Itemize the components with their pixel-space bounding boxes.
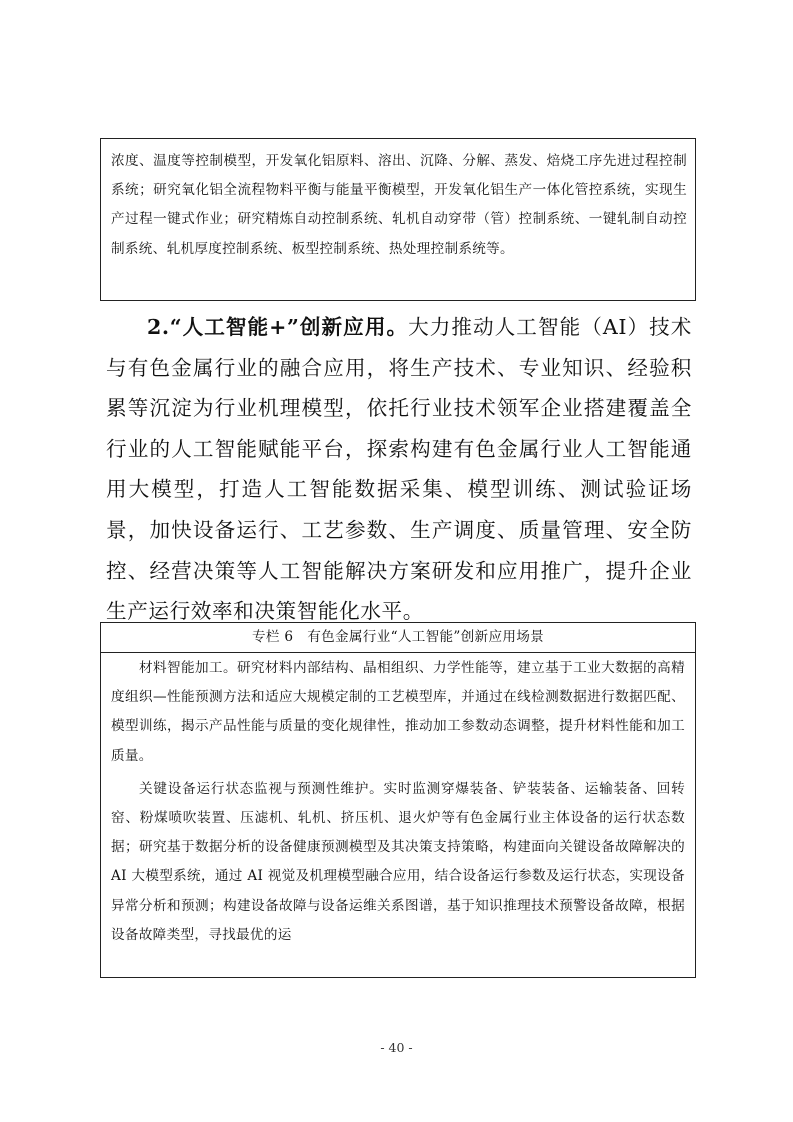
continued-table-box (100, 138, 696, 301)
column-box-title: 专栏 6 有色金属行业“人工智能”创新应用场景 (101, 623, 695, 653)
column-paragraph: 关键设备运行状态监视与预测性维护。实时监测穿爆装备、铲装装备、运输装备、回转窑、粉煤喷吹装置、压滤机、轧机、挤压机、退火炉等有色金属行业主体设备的运行状态数据；研究基于数据分析的设备健康预测模型及其决策支持策略，构建面向关键设备故障解决的 AI 大模型系统，通过 AI 视觉及机理模型融合应用，结合设备运行参数及运行状态，实现设备异常分析和预测；构建设备故障与设备运维关系图谱，基于知识推理技术预警设备故障，根据设备故障类型，寻找最优的运 (111, 780, 685, 943)
column-box (100, 622, 696, 978)
section-paragraph (106, 307, 692, 632)
continued-table-text: 浓度、温度等控制模型，开发氧化铝原料、溶出、沉降、分解、蒸发、焙烧工序先进过程控制系统；研究氧化铝全流程物料平衡与能量平衡模型，开发氧化铝生产一体化管控系统，实现生产过程一键式作业；研究精炼自动控制系统、轧机自动穿带（管）控制系统、一键轧制自动控制系统、轧机厚度控制系统、板型控制系统、热处理控制系统等。 (111, 153, 687, 257)
page-number: - 40 - (380, 1040, 413, 1055)
column-box-body (101, 653, 695, 950)
column-paragraph: 材料智能加工。研究材料内部结构、晶相组织、力学性能等，建立基于工业大数据的高精度组织—性能预测方法和适应大规模定制的工艺模型库，并通过在线检测数据进行数据匹配、模型训练，揭示产品性能与质量的变化规律性，推动加工参数动态调整，提升材料性能和加工质量。 (111, 660, 685, 764)
section-heading: 2.“人工智能+”创新应用。 (147, 315, 409, 339)
section-body: 大力推动人工智能（AI）技术与有色金属行业的融合应用，将生产技术、专业知识、经验积累等沉淀为行业机理模型，依托行业技术领军企业搭建覆盖全行业的人工智能赋能平台，探索构建有色金属行业人工智能通用大模型，打造人工智能数据采集、模型训练、测试验证场景，加快设备运行、工艺参数、生产调度、质量管理、安全防控、经营决策等人工智能解决方案研发和应用推广，提升企业生产运行效率和决策智能化水平。 (106, 315, 692, 624)
